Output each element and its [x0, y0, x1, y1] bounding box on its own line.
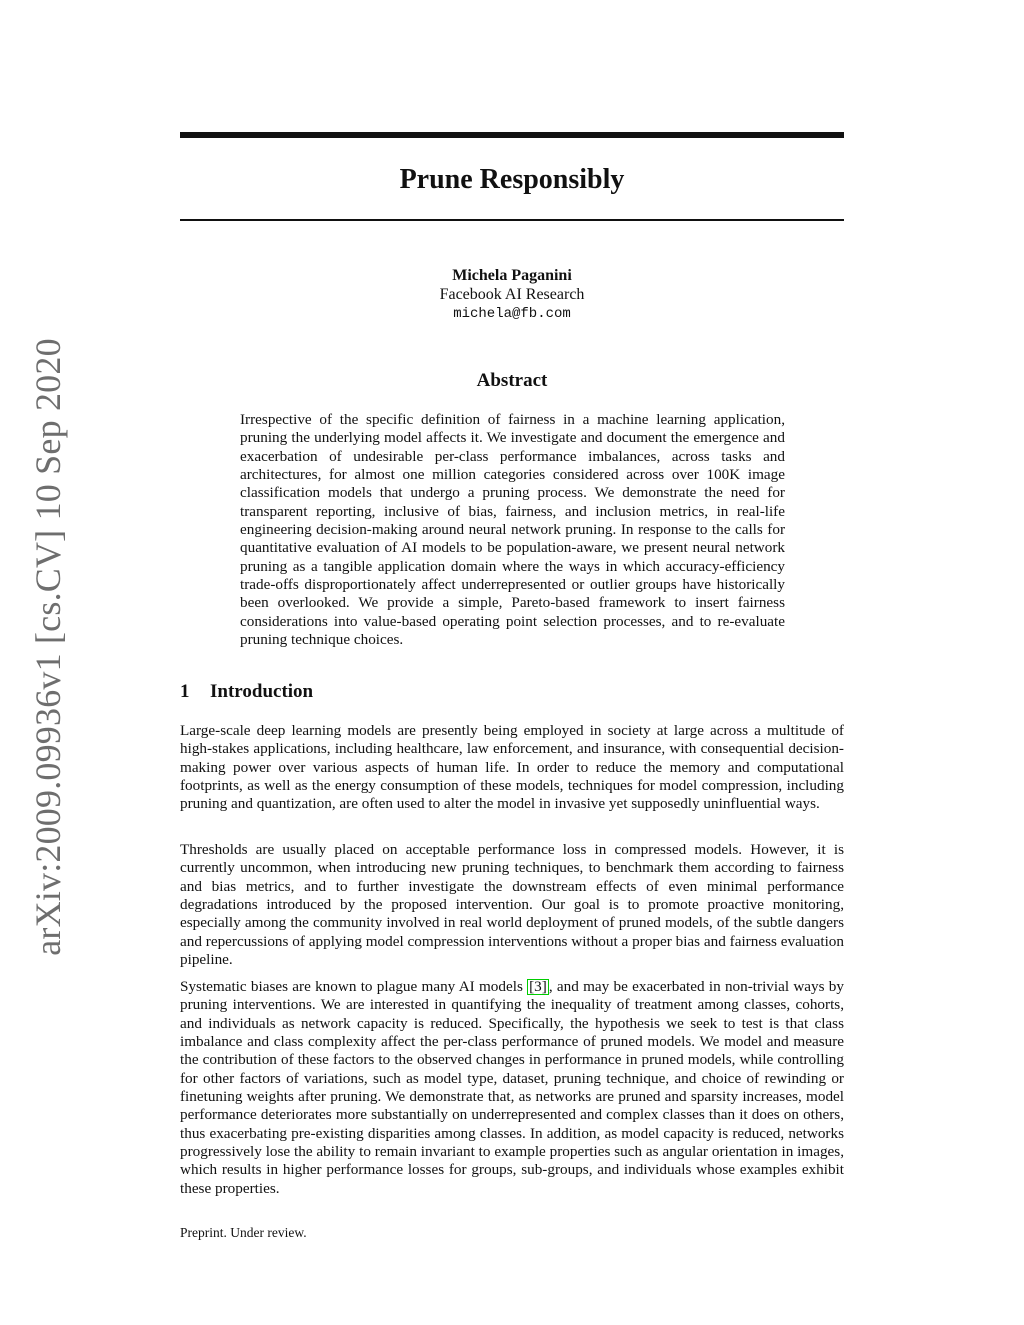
page-footer: Preprint. Under review.: [180, 1225, 307, 1240]
section-heading: [180, 680, 844, 704]
intro-paragraph-2: Thresholds are usually placed on acceptable performance loss in compressed models. However, it is currently uncommon, when introducing new pruning techniques, to benchmark them according to fairness and bias metrics, and to further investigate the downstream effects of even minimal performance degradations introduced by the proposed intervention. Our goal is to promote proactive monitoring, especially among the community involved in real world deployment of pruned models, of the subtle dangers and repercussions of applying model compression interventions without a proper bias and fairness evaluation pipeline.: [180, 841, 844, 969]
section-number: 1: [180, 681, 190, 702]
intro-paragraph-3-rest: , and may be exacerbated in non-trivial ways by pruning interventions. We are interested in quantifying the inequality of treatment among classes, cohorts, and individuals as network capacity is reduced. Specifically, the hypothesis we seek to test is that class imbalance and class complexity affect the per-class performance of pruned models. We model and measure the contribution of these factors to the observed changes in performance in pruned models, while controlling for other factors of variations, such as model type, dataset, pruning technique, and choice of rewinding or finetuning weights after pruning. We demonstrate that, as networks are pruned and sparsity increases, model performance deteriorates more substantially on underrepresented and complex classes than it does on others, thus exacerbating pre-existing disparities among classes. In addition, as model capacity is reduced, networks progressively lose the ability to remain invariant to example properties such as angular orientation in images, which results in higher performance losses for groups, sub-groups, and individuals whose examples exhibit these properties.: [180, 978, 844, 1197]
intro-paragraph-3-start: Systematic biases are known to plague many AI models: [180, 978, 528, 995]
citation-link[interactable]: [3]: [529, 978, 547, 995]
paper-title: Prune Responsibly: [399, 164, 625, 195]
title-rule-bottom: [180, 219, 844, 221]
arxiv-identifier-text: arXiv:2009.09936v1 [cs.CV] 10 Sep 2020: [28, 338, 69, 956]
author-name: Michela Paganini: [452, 267, 572, 284]
author-block: [180, 266, 844, 324]
intro-paragraph-1: Large-scale deep learning models are presently being employed in society at large across a multitude of high-stakes applications, including healthcare, law enforcement, and insurance, with consequential decision-making power over various aspects of human life. In order to reduce the memory and computational footprints, as well as the energy consumption of these models, techniques for model compression, including pruning and quantization, are often used to alter the model in invasive yet supposedly uninfluential ways.: [180, 722, 844, 813]
title-rule-top: [180, 132, 844, 138]
arxiv-identifier: [28, 338, 69, 956]
abstract-text: Irrespective of the specific definition of fairness in a machine learning application, pruning the underlying model affects it. We investigate and document the emergence and exacerbation of undesirable per-class performance imbalances, across tasks and architectures, for almost one million categories considered across over 100K image classification models that undergo a pruning process. We demonstrate the need for transparent reporting, inclusive of bias, fairness, and inclusion metrics, in real-life engineering decision-making around neural network pruning. In response to the calls for quantitative evaluation of AI models to be population-aware, we present neural network pruning as a tangible application domain where the ways in which accuracy-efficiency trade-offs disproportionately affect underrepresented or outlier groups have historically been overlooked. We provide a simple, Pareto-based framework to insert fairness considerations into value-based operating point selection processes, and to re-evaluate pruning technique choices.: [240, 411, 785, 649]
intro-paragraph-3: [180, 978, 844, 1198]
abstract-heading: Abstract: [476, 370, 548, 391]
author-email[interactable]: michela@fb.com: [453, 306, 571, 322]
section-title: Introduction: [210, 681, 314, 702]
author-affiliation: Facebook AI Research: [439, 286, 585, 303]
